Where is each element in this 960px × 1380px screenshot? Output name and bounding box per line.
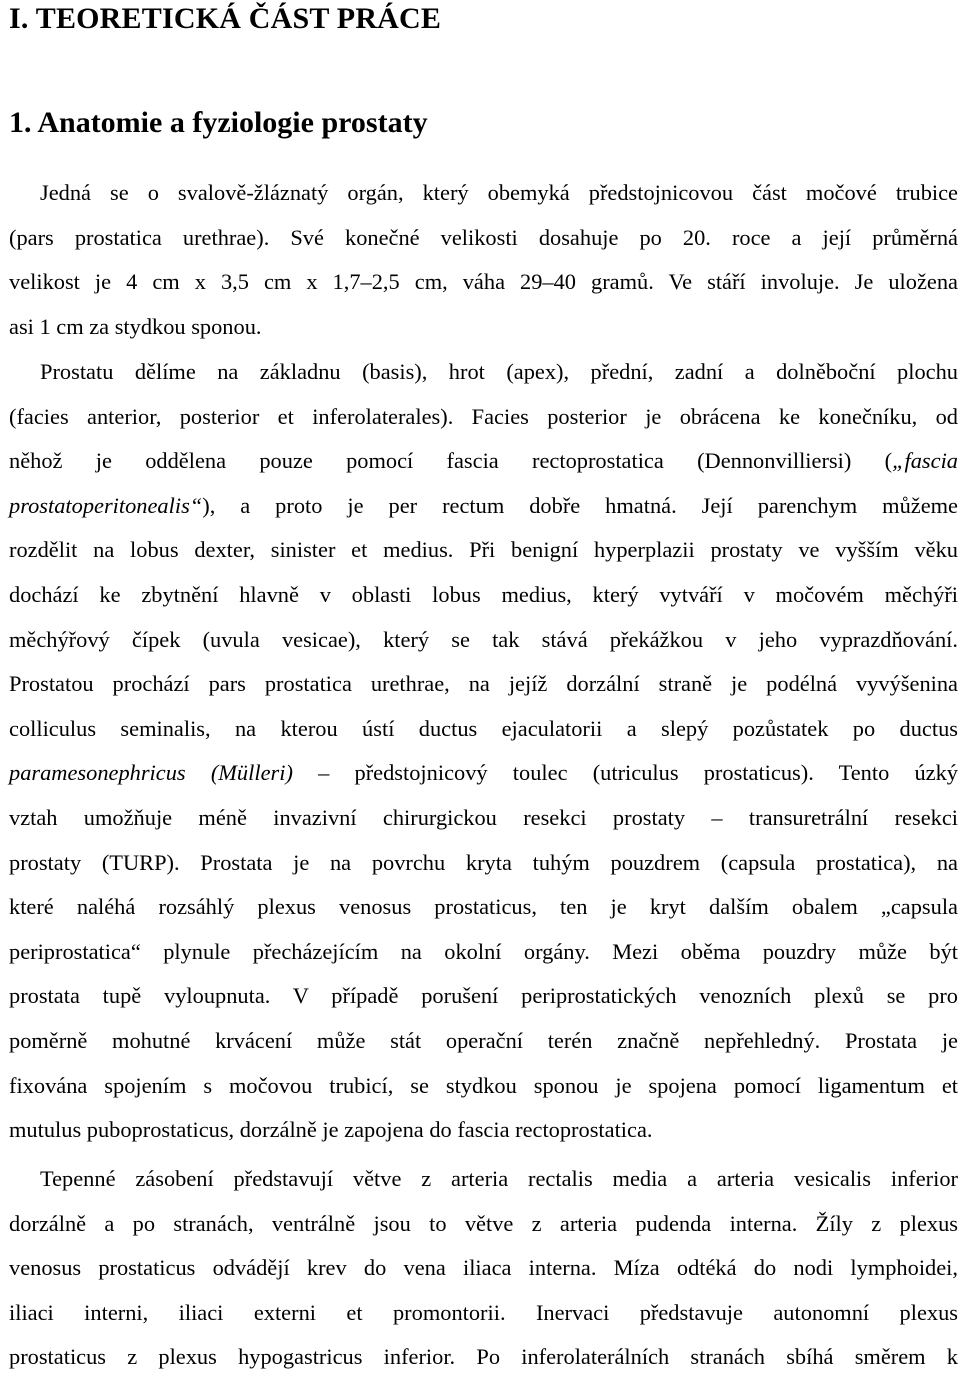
paragraph-line: fixována spojením s močovou trubicí, se stydkou sponou je spojena pomocí ligamentum et bbox=[9, 1072, 958, 1098]
paragraph-line: (facies anterior, posterior et inferolaterales). Facies posterior je obrácena ke konečníku, od bbox=[9, 403, 958, 429]
paragraph-line: měchýřový čípek (uvula vesicae), který se tak stává překážkou v jeho vyprazdňování. bbox=[9, 626, 958, 652]
paragraph-line bbox=[9, 439, 958, 484]
paragraph-line: vztah umožňuje méně invazivní chirurgickou resekci prostaty – transuretrální resekci bbox=[9, 804, 958, 830]
paragraph-line: Tepenné zásobení představují větve z arteria rectalis media a arteria vesicalis inferior bbox=[40, 1166, 958, 1191]
paragraph-line: Prostatou prochází pars prostatica urethrae, na jejíž dorzální straně je podélná vyvýšenina bbox=[9, 671, 958, 697]
paragraph-line: rozdělit na lobus dexter, sinister et medius. Při benigní hyperplazii prostaty ve vyšším věku bbox=[9, 537, 958, 563]
paragraph-line bbox=[9, 751, 958, 796]
paragraph-blood-supply bbox=[9, 1157, 958, 1380]
paragraph-line: prostaticus z plexus hypogastricus inferior. Po inferolaterálních stranách sbíhá směrem k bbox=[9, 1344, 958, 1370]
italic-term: prostatoperitonealis“ bbox=[9, 492, 203, 518]
paragraph-line: Prostatu dělíme na základnu (basis), hrot (apex), přední, zadní a dolněboční plochu bbox=[40, 359, 958, 384]
paragraph-line: poměrně mohutné krvácení může stát operační terén značně nepřehledný. Prostata je bbox=[9, 1027, 958, 1053]
text-run: ), a proto je per rectum dobře hmatná. Její parenchym můžeme bbox=[202, 492, 958, 518]
part-heading: I. TEORETICKÁ ČÁST PRÁCE bbox=[9, 2, 442, 35]
paragraph-line: mutulus puboprostaticus, dorzálně je zapojena do fascia rectoprostatica. bbox=[9, 1117, 653, 1143]
chapter-heading: 1. Anatomie a fyziologie prostaty bbox=[9, 106, 428, 139]
text-run: něhož je oddělena pouze pomocí fascia rectoprostatica (Dennonvilliersi) ( bbox=[9, 448, 893, 474]
italic-term: paramesonephricus (Mülleri) bbox=[9, 760, 293, 786]
paragraph-line: velikost je 4 cm x 3,5 cm x 1,7–2,5 cm, váha 29–40 gramů. Ve stáří involuje. Je uložena bbox=[9, 269, 958, 295]
paragraph-line: dochází ke zbytnění hlavně v oblasti lobus medius, který vytváří v močovém měchýři bbox=[9, 581, 958, 607]
paragraph-anatomy-structure bbox=[9, 350, 958, 1153]
text-run: – předstojnicový toulec (utriculus prostaticus). Tento úzký bbox=[292, 760, 958, 786]
italic-term: „fascia bbox=[892, 448, 958, 474]
paragraph-line: colliculus seminalis, na kterou ústí ductus ejaculatorii a slepý pozůstatek po ductus bbox=[9, 715, 958, 741]
paragraph-anatomy-intro bbox=[9, 171, 958, 349]
paragraph-line bbox=[9, 484, 958, 529]
paragraph-line: prostaty (TURP). Prostata je na povrchu kryta tuhým pouzdrem (capsula prostatica), na bbox=[9, 849, 958, 875]
paragraph-line: které naléhá rozsáhlý plexus venosus prostaticus, ten je kryt dalším obalem „capsula bbox=[9, 894, 958, 920]
paragraph-line: iliaci interni, iliaci externi et promontorii. Inervaci představuje autonomní plexus bbox=[9, 1299, 958, 1325]
paragraph-line: prostata tupě vyloupnuta. V případě porušení periprostatických venozních plexů se pro bbox=[9, 983, 958, 1009]
paragraph-line: (pars prostatica urethrae). Své konečné velikosti dosahuje po 20. roce a její průměrná bbox=[9, 224, 958, 250]
paragraph-line: dorzálně a po stranách, ventrálně jsou to větve z arteria pudenda interna. Žíly z plexus bbox=[9, 1210, 958, 1236]
paragraph-line: venosus prostaticus odvádějí krev do vena iliaca interna. Míza odtéká do nodi lymphoidei, bbox=[9, 1255, 958, 1281]
paragraph-line: periprostatica“ plynule přecházejícím na okolní orgány. Mezi oběma pouzdry může být bbox=[9, 938, 958, 964]
paragraph-line: asi 1 cm za stydkou sponou. bbox=[9, 313, 262, 339]
paragraph-line: Jedná se o svalově-žláznatý orgán, který obemyká předstojnicovou část močové trubice bbox=[40, 180, 958, 205]
